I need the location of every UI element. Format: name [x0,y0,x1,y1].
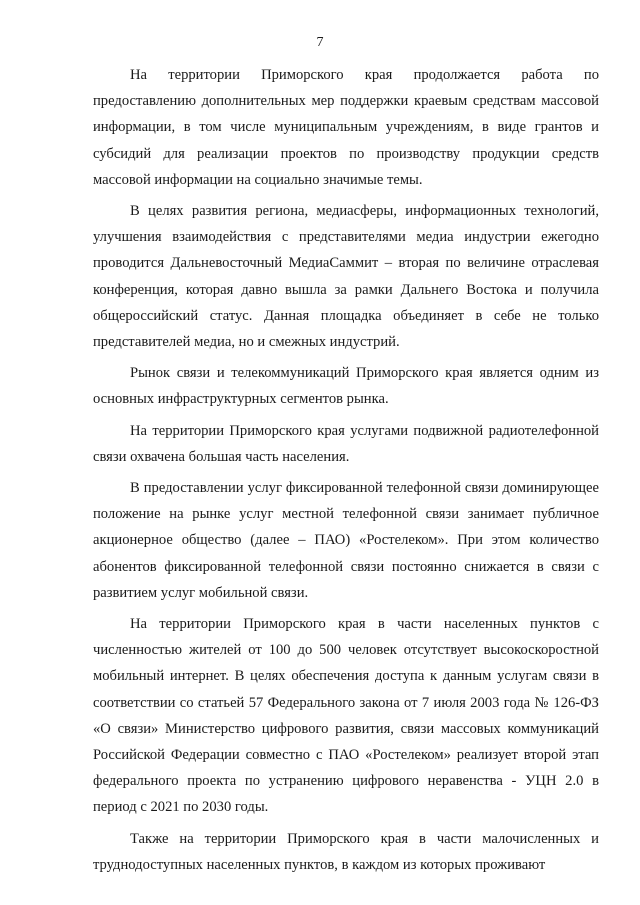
paragraph-media-summit: В целях развития региона, медиасферы, информационных технологий, улучшения взаимодействия с представителями медиа индустрии ежегодно проводится Дальневосточный МедиаСаммит – вторая по величине отраслевая конференция, которая давно вышла за рамки Дальнего Востока и получила общероссийский статус. Данная площадка объединяет в себе не только представителей медиа, но и смежных индустрий. [93,203,599,351]
paragraph-mobile-coverage: На территории Приморского края услугами подвижной радиотелефонной связи охвачена большая часть населения. [93,422,599,465]
document-body [93,62,599,883]
paragraph-telecom-market: Рынок связи и телекоммуникаций Приморского края является одним из основных инфраструктурных сегментов рынка. [93,365,599,408]
paragraph-media-support: На территории Приморского края продолжается работа по предоставлению дополнительных мер поддержки краевым средствам массовой информации, в том числе муниципальным учреждениям, в виде грантов и субсидий для реализации проектов по производству продукции средств массовой информации на социально значимые темы. [93,67,599,188]
paragraph-small-settlements: Также на территории Приморского края в части малочисленных и труднодоступных населенных пунктов, в каждом из которых проживают [93,830,599,873]
paragraph-fixed-line: В предоставлении услуг фиксированной телефонной связи доминирующее положение на рынке услуг местной телефонной связи занимает публичное акционерное общество (далее – ПАО) «Ростелеком». При этом количество абонентов фиксированной телефонной связи постоянно снижается в связи с развитием услуг мобильной связи. [93,480,599,601]
paragraph-digital-divide: На территории Приморского края в части населенных пунктов с численностью жителей от 100 до 500 человек отсутствует высокоскоростной мобильный интернет. В целях обеспечения доступа к данным услугам связи в соответствии со статьей 57 Федерального закона от 7 июля 2003 года № 126-ФЗ «О связи» Министерство цифрового развития, связи массовых коммуникаций Российской Федерации совместно с ПАО «Ростелеком» реализует второй этап федерального проекта по устранению цифрового неравенства - УЦН 2.0 в период с 2021 по 2030 годы. [93,616,599,816]
page-number: 7 [316,35,324,50]
